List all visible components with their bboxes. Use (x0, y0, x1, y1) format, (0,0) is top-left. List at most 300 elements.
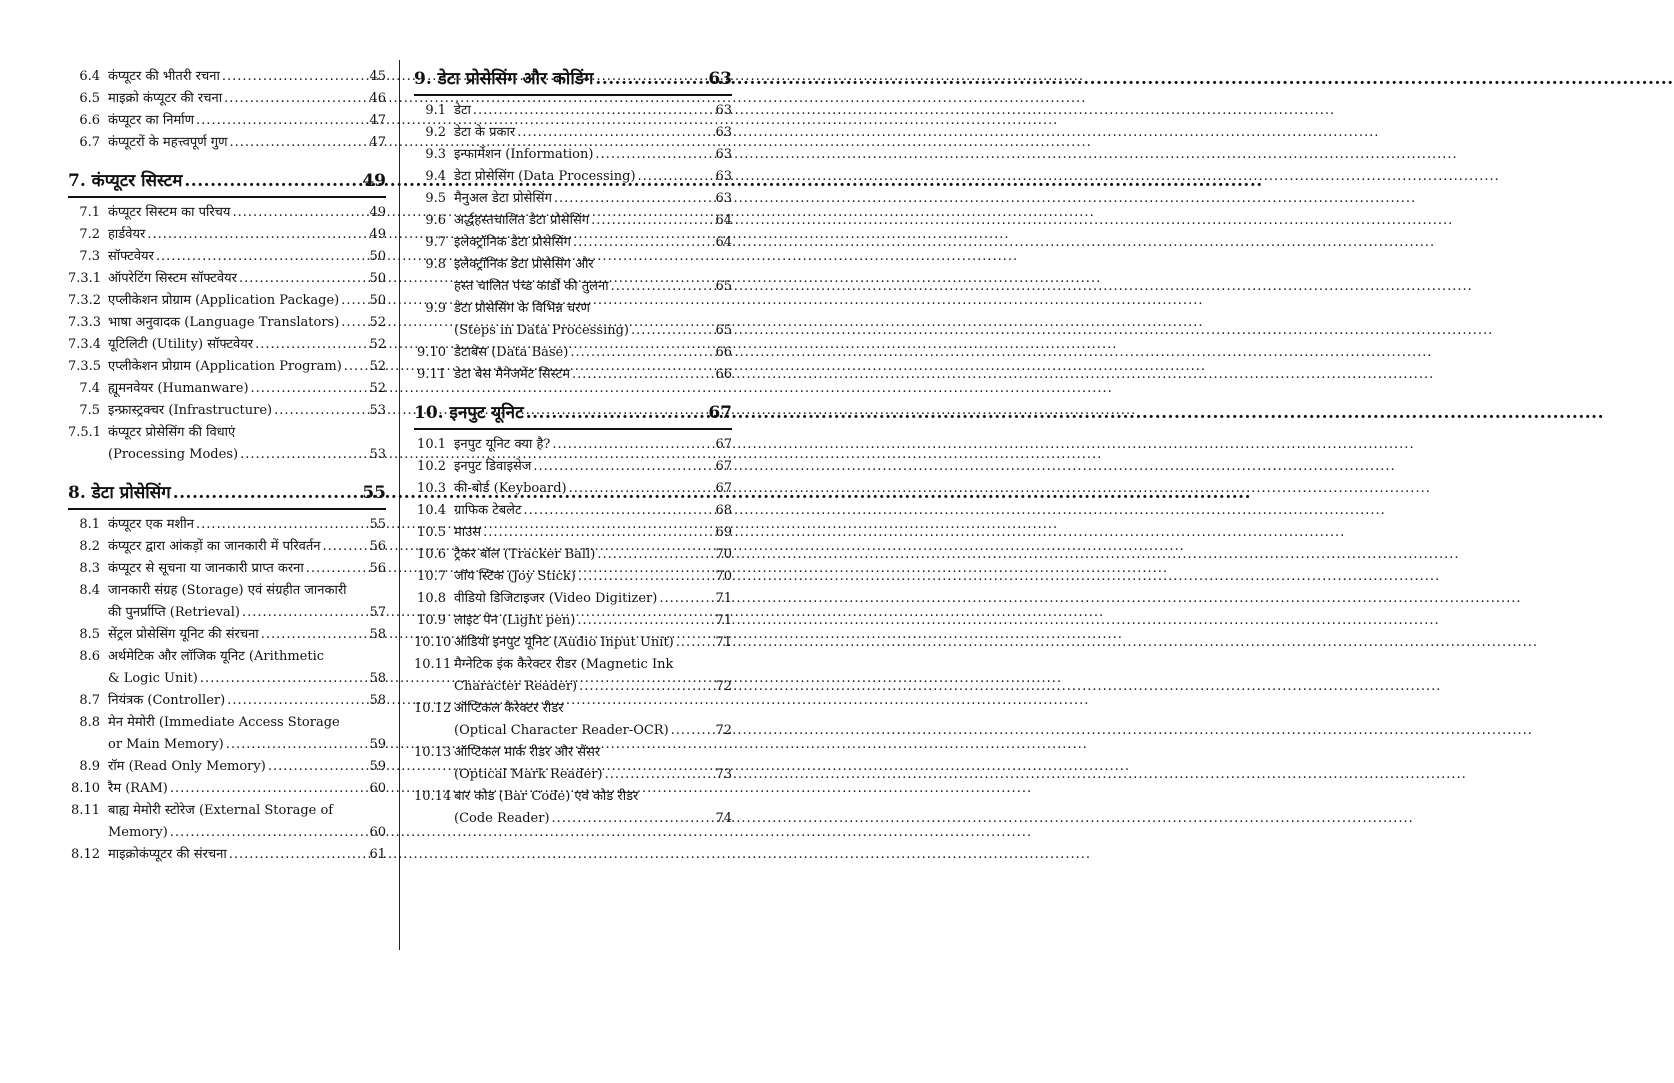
dot-leader (229, 132, 366, 154)
dot-leader (226, 734, 367, 756)
chapter-page-number: 55 (362, 483, 386, 503)
entry-body (108, 66, 386, 88)
toc-entry[interactable] (68, 268, 386, 290)
entry-number: 10.8 (417, 591, 446, 606)
column-divider (399, 60, 400, 950)
entry-title-line: हार्डवेयर (108, 227, 146, 242)
entry-title-line: माइक्रोकंप्यूटर की संरचना (108, 847, 227, 862)
entry-page-number: 63 (715, 147, 732, 162)
entry-page-number: 64 (715, 235, 732, 250)
entry-title-line: ऑप्टिकल कैरेक्टर रीडर (454, 701, 564, 716)
toc-entry[interactable] (414, 478, 732, 500)
dot-leader (173, 480, 360, 506)
entry-title-line: डेटा के प्रकार (454, 125, 516, 140)
entry-number: 7.3.2 (68, 293, 102, 308)
toc-entry[interactable] (414, 500, 732, 522)
entry-last-line (108, 514, 386, 536)
entry-last-line (454, 632, 732, 654)
entry-title-line: ट्रैकर बॉल (Tracker Ball) (454, 547, 596, 562)
toc-entry[interactable] (414, 588, 732, 610)
toc-entry[interactable] (414, 654, 732, 698)
dot-leader (255, 334, 366, 356)
entry-title-line: (Optical Mark Reader) (454, 767, 603, 782)
entry-page-number: 64 (715, 213, 732, 228)
toc-section-ch8 (68, 514, 386, 866)
dot-leader (524, 500, 713, 522)
toc-entry[interactable] (68, 224, 386, 246)
toc-entry[interactable] (68, 290, 386, 312)
dot-leader (671, 720, 713, 742)
entry-page-number: 53 (369, 403, 386, 418)
entry-last-line (454, 478, 732, 500)
entry-number: 10.14 (414, 789, 452, 804)
toc-entry[interactable] (414, 144, 732, 166)
dot-leader (533, 456, 712, 478)
entry-page-number: 67 (715, 481, 732, 496)
entry-body (108, 646, 386, 690)
entry-title-line: मैग्नेटिक इंक कैरेक्टर रीडर (Magnetic Ink (454, 657, 674, 672)
entry-title-line: कंप्यूटरों के महत्त्वपूर्ण गुण (108, 135, 228, 150)
entry-body (108, 110, 386, 132)
toc-entry[interactable] (68, 312, 386, 334)
entry-page-number: 65 (715, 323, 732, 338)
entry-page-number: 63 (715, 169, 732, 184)
chapter-title: 8. डेटा प्रोसेसिंग (68, 483, 171, 503)
entry-body (454, 698, 732, 742)
entry-title-line: डेटा बेस मैनेजमेंट सिस्टम (454, 367, 570, 382)
entry-last-line (454, 676, 732, 698)
entry-number: 10.6 (417, 547, 446, 562)
entry-last-line (108, 88, 386, 110)
entry-page-number: 60 (369, 781, 386, 796)
dot-leader (170, 778, 367, 800)
dot-leader (552, 434, 712, 456)
dot-leader (229, 844, 367, 866)
entry-page-number: 70 (715, 569, 732, 584)
dot-leader (147, 224, 366, 246)
entry-body (454, 210, 732, 232)
entry-title-line: नियंत्रक (Controller) (108, 693, 226, 708)
entry-number: 6.6 (79, 113, 100, 128)
toc-right-column (414, 66, 732, 830)
entry-last-line (454, 544, 732, 566)
entry-title-line: माइक्रो कंप्यूटर की रचना (108, 91, 223, 106)
entry-title-line: अर्थमेटिक और लॉजिक यूनिट (Arithmetic (108, 649, 325, 664)
entry-last-line (108, 602, 386, 624)
toc-entry[interactable] (414, 100, 732, 122)
chapter-page-number: 49 (362, 171, 386, 191)
entry-title-line: Character Reader) (454, 679, 578, 694)
toc-entry[interactable] (68, 422, 386, 466)
dot-leader (517, 122, 712, 144)
entry-title-line: माउस (454, 525, 482, 540)
entry-number: 9.2 (425, 125, 446, 140)
entry-number: 10.9 (417, 613, 446, 628)
entry-title-line: डेटा प्रोसेसिंग (Data Processing) (454, 169, 636, 184)
toc-entry[interactable] (414, 166, 732, 188)
entry-body (454, 232, 732, 254)
entry-last-line (108, 668, 386, 690)
dot-leader (659, 588, 712, 610)
toc-entry[interactable] (414, 522, 732, 544)
entry-title-line: or Main Memory) (108, 737, 224, 752)
entry-title-line: कंप्यूटर प्रोसेसिंग की विधाएं (108, 425, 236, 440)
entry-title-line: ऑप्टिकल मार्क रीडर और सेंसर (454, 745, 601, 760)
entry-last-line (108, 356, 386, 378)
entry-body (108, 290, 386, 312)
toc-entry[interactable] (68, 378, 386, 400)
entry-body (108, 422, 386, 466)
entry-number: 10.7 (417, 569, 446, 584)
entry-title-line: कंप्यूटर का निर्माण (108, 113, 195, 128)
dot-leader (261, 624, 367, 646)
toc-entry[interactable] (68, 690, 386, 712)
chapter-title: 9. डेटा प्रोसेसिंग और कोडिंग (414, 69, 594, 89)
entry-title-line: इन्फ्रास्ट्रक्चर (Infrastructure) (108, 403, 273, 418)
entry-last-line (108, 66, 386, 88)
chapter-title: 10. इनपुट यूनिट (414, 403, 524, 423)
toc-entry[interactable] (68, 66, 386, 88)
entry-page-number: 56 (369, 539, 386, 554)
entry-body (108, 844, 386, 866)
entry-number: 9.1 (425, 103, 446, 118)
entry-last-line (454, 122, 732, 144)
dot-leader (184, 168, 359, 194)
toc-entry[interactable] (68, 646, 386, 690)
entry-title-line: मैनुअल डेटा प्रोसेसिंग (454, 191, 552, 206)
chapter-heading-7[interactable] (68, 168, 386, 198)
entry-title-line: डेटा (454, 103, 471, 118)
entry-number: 7.3.5 (68, 359, 102, 374)
entry-body (454, 298, 732, 342)
entry-body (454, 364, 732, 386)
entry-body (454, 610, 732, 632)
entry-last-line (454, 588, 732, 610)
toc-entry[interactable] (68, 202, 386, 224)
entry-page-number: 50 (369, 293, 386, 308)
entry-number: 9.9 (425, 301, 446, 316)
toc-entry[interactable] (414, 122, 732, 144)
entry-page-number: 67 (715, 437, 732, 452)
entry-page-number: 47 (369, 135, 386, 150)
toc-entry[interactable] (414, 342, 732, 364)
toc-entry[interactable] (414, 566, 732, 588)
entry-page-number: 52 (369, 381, 386, 396)
dot-leader (595, 66, 705, 92)
entry-title-line: कंप्यूटर एक मशीन (108, 517, 194, 532)
entry-page-number: 65 (715, 279, 732, 294)
entry-title-line: & Logic Unit) (108, 671, 198, 686)
toc-entry[interactable] (68, 400, 386, 422)
entry-title-line: कंप्यूटर सिस्टम का परिचय (108, 205, 231, 220)
entry-title-line: जॉय स्टिक (Joy Stick) (454, 569, 576, 584)
toc-entry[interactable] (68, 132, 386, 154)
entry-last-line (454, 210, 732, 232)
entry-title-line: अर्द्धहस्तचालित डेटा प्रोसेसिंग (454, 213, 590, 228)
entry-number: 10.11 (414, 657, 452, 672)
dot-leader (611, 276, 713, 298)
toc-section-ch6-continued (68, 66, 386, 154)
entry-page-number: 53 (369, 447, 386, 462)
toc-entry[interactable] (414, 364, 732, 386)
entry-last-line (108, 822, 386, 844)
toc-entry[interactable] (68, 110, 386, 132)
entry-page-number: 47 (369, 113, 386, 128)
toc-entry[interactable] (414, 210, 732, 232)
entry-page-number: 71 (715, 635, 732, 650)
entry-title-line: इनपुट यूनिट क्या है? (454, 437, 551, 452)
entry-title-line: बार कोड (Bar Code) एवं कोड रीडर (454, 789, 639, 804)
entry-title-line: Memory) (108, 825, 168, 840)
entry-page-number: 73 (715, 767, 732, 782)
toc-entry[interactable] (414, 544, 732, 566)
entry-title-line: डेटा प्रोसेसिंग के विभिन्न चरण (454, 301, 590, 316)
toc-entry[interactable] (414, 434, 732, 456)
entry-number: 8.10 (71, 781, 100, 796)
toc-entry[interactable] (68, 624, 386, 646)
entry-number: 8.1 (79, 517, 100, 532)
entry-last-line (108, 290, 386, 312)
entry-last-line (454, 500, 732, 522)
chapter-heading-10[interactable] (414, 400, 732, 430)
entry-last-line (108, 756, 386, 778)
entry-number: 8.7 (79, 693, 100, 708)
entry-body (108, 580, 386, 624)
entry-page-number: 46 (369, 91, 386, 106)
dot-leader (483, 522, 712, 544)
toc-entry[interactable] (414, 698, 732, 742)
entry-page-number: 60 (369, 825, 386, 840)
dot-leader (323, 536, 367, 558)
entry-last-line (108, 536, 386, 558)
entry-page-number: 52 (369, 359, 386, 374)
entry-body (454, 544, 732, 566)
dot-leader (170, 822, 367, 844)
dot-leader (341, 290, 366, 312)
entry-last-line (108, 202, 386, 224)
entry-page-number: 74 (715, 811, 732, 826)
entry-number: 8.11 (71, 803, 100, 818)
entry-number: 10.5 (417, 525, 446, 540)
dot-leader (222, 66, 367, 88)
entry-last-line (108, 378, 386, 400)
entry-page-number: 72 (715, 723, 732, 738)
toc-entry[interactable] (68, 88, 386, 110)
dot-leader (239, 268, 366, 290)
toc-entry[interactable] (414, 254, 732, 298)
entry-last-line (454, 100, 732, 122)
entry-body (108, 224, 386, 246)
entry-page-number: 68 (715, 503, 732, 518)
entry-last-line (108, 224, 386, 246)
entry-number: 9.3 (425, 147, 446, 162)
toc-entry[interactable] (68, 580, 386, 624)
toc-section-ch10 (414, 434, 732, 830)
toc-entry[interactable] (414, 232, 732, 254)
toc-entry[interactable] (68, 844, 386, 866)
dot-leader (573, 232, 713, 254)
entry-number: 7.1 (79, 205, 100, 220)
dot-leader (570, 342, 712, 364)
toc-entry[interactable] (68, 334, 386, 356)
dot-leader (631, 320, 712, 342)
entry-number: 6.4 (79, 69, 100, 84)
entry-page-number: 55 (369, 517, 386, 532)
dot-leader (251, 378, 367, 400)
entry-number: 10.12 (414, 701, 452, 716)
entry-page-number: 58 (369, 627, 386, 642)
entry-last-line (454, 808, 732, 830)
entry-page-number: 45 (369, 69, 386, 84)
chapter-heading-9[interactable] (414, 66, 732, 96)
entry-last-line (108, 400, 386, 422)
entry-number: 8.12 (71, 847, 100, 862)
entry-page-number: 72 (715, 679, 732, 694)
dot-leader (577, 610, 712, 632)
dot-leader (227, 690, 366, 712)
entry-last-line (108, 110, 386, 132)
dot-leader (526, 400, 706, 426)
toc-entry[interactable] (68, 712, 386, 756)
entry-number: 6.5 (79, 91, 100, 106)
entry-number: 8.3 (79, 561, 100, 576)
toc-entry[interactable] (414, 742, 732, 786)
toc-entry[interactable] (414, 786, 732, 830)
entry-page-number: 70 (715, 547, 732, 562)
toc-entry[interactable] (68, 536, 386, 558)
entry-last-line (454, 276, 732, 298)
entry-page-number: 63 (715, 125, 732, 140)
entry-last-line (108, 334, 386, 356)
dot-leader (605, 764, 713, 786)
entry-title-line: बाह्य मेमोरी स्टोरेज (External Storage of (108, 803, 334, 818)
dot-leader (240, 444, 366, 466)
entry-body (454, 254, 732, 298)
toc-entry[interactable] (414, 188, 732, 210)
entry-title-line: (Code Reader) (454, 811, 550, 826)
entry-body (454, 434, 732, 456)
entry-title-line: कंप्यूटर द्वारा आंकड़ों का जानकारी में परिवर्तन (108, 539, 321, 554)
entry-body (108, 88, 386, 110)
entry-page-number: 63 (715, 191, 732, 206)
entry-last-line (454, 232, 732, 254)
entry-body (108, 690, 386, 712)
entry-page-number: 58 (369, 693, 386, 708)
entry-number: 8.9 (79, 759, 100, 774)
entry-number: 8.5 (79, 627, 100, 642)
entry-page-number: 63 (715, 103, 732, 118)
entry-last-line (108, 312, 386, 334)
entry-body (108, 312, 386, 334)
entry-title-line: ऑडियो इनपुट यूनिट (Audio Input Unit) (454, 635, 674, 650)
entry-body (108, 334, 386, 356)
entry-last-line (454, 522, 732, 544)
entry-number: 10.10 (414, 635, 452, 650)
entry-number: 6.7 (79, 135, 100, 150)
toc-entry[interactable] (414, 456, 732, 478)
entry-page-number: 61 (369, 847, 386, 862)
entry-last-line (108, 624, 386, 646)
dot-leader (224, 88, 366, 110)
entry-body (108, 712, 386, 756)
entry-number: 7.3.4 (68, 337, 102, 352)
entry-body (108, 378, 386, 400)
entry-body (454, 100, 732, 122)
entry-number: 10.1 (417, 437, 446, 452)
entry-number: 9.8 (425, 257, 446, 272)
toc-entry[interactable] (68, 800, 386, 844)
entry-body (108, 778, 386, 800)
entry-number: 7.3.3 (68, 315, 102, 330)
entry-title-line: हस्त चालित पंच्ड कार्डो की तुलना (454, 279, 609, 294)
dot-leader (676, 632, 713, 654)
entry-body (108, 132, 386, 154)
entry-title-line: सॉफ्टवेयर (108, 249, 154, 264)
dot-leader (597, 544, 712, 566)
toc-entry[interactable] (68, 778, 386, 800)
toc-entry[interactable] (68, 246, 386, 268)
dot-leader (591, 210, 712, 232)
toc-entry[interactable] (68, 558, 386, 580)
entry-number: 9.5 (425, 191, 446, 206)
entry-page-number: 59 (369, 759, 386, 774)
entry-title-line: ग्राफिक टेबलेट (454, 503, 522, 518)
entry-title-line: इलेक्ट्रॉनिक डेटा प्रोसेसिंग (454, 235, 571, 250)
toc-entry[interactable] (68, 356, 386, 378)
entry-page-number: 50 (369, 271, 386, 286)
entry-page-number: 71 (715, 591, 732, 606)
entry-last-line (108, 558, 386, 580)
toc-entry[interactable] (414, 632, 732, 654)
entry-body (108, 536, 386, 558)
chapter-heading-8[interactable] (68, 480, 386, 510)
entry-last-line (108, 778, 386, 800)
entry-number: 7.4 (79, 381, 100, 396)
entry-title-line: ऑपरेटिंग सिस्टम सॉफ्टवेयर (108, 271, 237, 286)
dot-leader (344, 356, 367, 378)
entry-page-number: 59 (369, 737, 386, 752)
toc-entry[interactable] (68, 514, 386, 536)
entry-title-line: इलेक्ट्रॉनिक डेटा प्रोसेसिंग और (454, 257, 594, 272)
toc-entry[interactable] (414, 610, 732, 632)
entry-number: 10.13 (414, 745, 452, 760)
entry-page-number: 49 (369, 227, 386, 242)
chapter-page-number: 67 (708, 403, 732, 423)
entry-body (454, 632, 732, 654)
dot-leader (200, 668, 367, 690)
entry-number: 9.6 (425, 213, 446, 228)
chapter-title: 7. कंप्यूटर सिस्टम (68, 171, 183, 191)
entry-title-line: ह्यूमनवेयर (Humanware) (108, 381, 249, 396)
entry-last-line (454, 764, 732, 786)
entry-last-line (108, 844, 386, 866)
toc-entry[interactable] (414, 298, 732, 342)
entry-page-number: 71 (715, 613, 732, 628)
entry-page-number: 57 (369, 605, 386, 620)
entry-body (108, 356, 386, 378)
entry-last-line (454, 434, 732, 456)
entry-number: 8.2 (79, 539, 100, 554)
entry-body (108, 400, 386, 422)
entry-page-number: 67 (715, 459, 732, 474)
entry-title-line: एप्लीकेशन प्रोग्राम (Application Program) (108, 359, 342, 374)
dot-leader (196, 110, 366, 132)
dot-leader (268, 756, 367, 778)
toc-entry[interactable] (68, 756, 386, 778)
entry-title-line: सेंट्रल प्रोसेसिंग यूनिट की संरचना (108, 627, 259, 642)
entry-body (454, 342, 732, 364)
entry-title-line: कंप्यूटर की भीतरी रचना (108, 69, 220, 84)
